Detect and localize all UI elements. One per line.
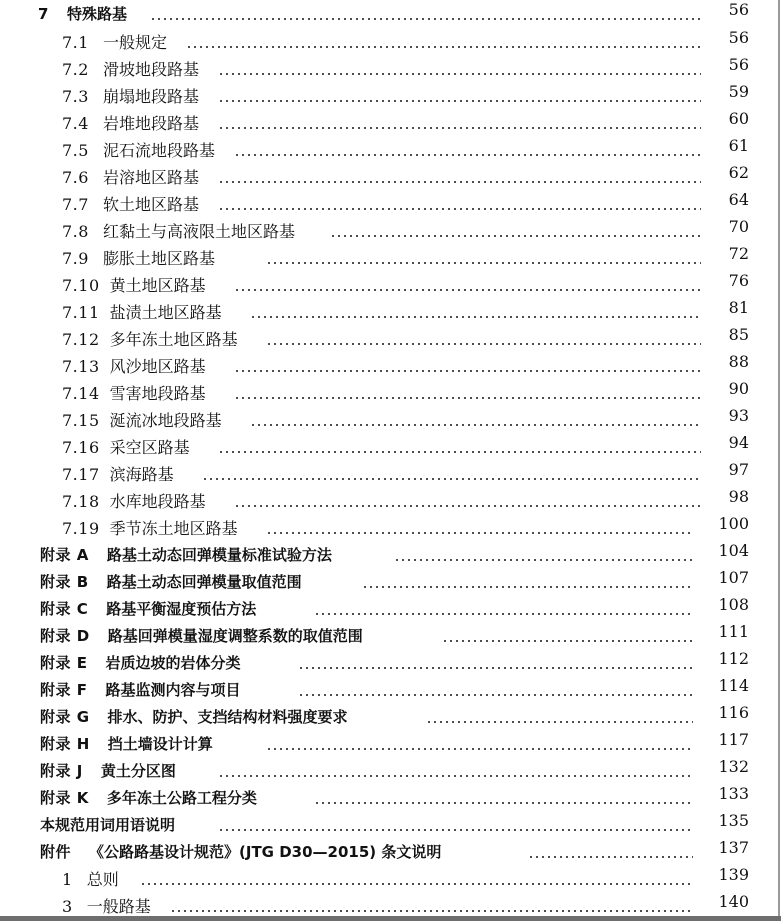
- toc-entry-page: 93: [724, 402, 749, 429]
- toc-entry-page: 70: [724, 213, 749, 240]
- toc-entry[interactable]: [0, 569, 781, 596]
- toc-entry-number: 7.7: [62, 195, 89, 214]
- toc-entry-number: 附录 E: [40, 654, 88, 672]
- toc-entry-page: 107: [713, 564, 749, 591]
- leader-dots: [218, 127, 701, 129]
- toc-entry-page: 104: [713, 537, 749, 564]
- toc-entry-number: 7.2: [62, 60, 89, 79]
- leader-dots: [218, 775, 693, 777]
- toc-entry-title: 红黏土与高液限土地区路基: [102, 222, 295, 241]
- toc-entry[interactable]: [0, 326, 781, 353]
- toc-entry-title: 路基土动态回弹模量标准试验方法: [106, 546, 332, 564]
- toc-entry-title: 风沙地区路基: [109, 357, 206, 376]
- toc-entry-page: 108: [713, 591, 749, 618]
- toc-entry-number: 7.5: [62, 141, 89, 160]
- toc-entry-number: 附录 D: [40, 627, 90, 645]
- leader-dots: [234, 397, 701, 399]
- toc-entry-title: 涎流冰地段路基: [109, 411, 222, 430]
- leader-dots: [218, 181, 701, 183]
- toc-entry-title: 季节冻土地区路基: [109, 519, 238, 538]
- toc-entry[interactable]: [0, 29, 781, 56]
- toc-entry[interactable]: [0, 407, 781, 434]
- toc-entry-title: 滨海路基: [109, 465, 174, 484]
- toc-entry[interactable]: [0, 542, 781, 569]
- page-edge-right: [778, 0, 780, 921]
- toc-entry-number: 7: [38, 5, 49, 23]
- toc-entry-title: 多年冻土公路工程分类: [106, 789, 257, 807]
- toc-entry-page: 112: [713, 645, 749, 672]
- toc-entry-title: 黄土地区路基: [109, 276, 206, 295]
- leader-dots: [218, 208, 701, 210]
- toc-entry-number: 附录 J: [40, 762, 83, 780]
- toc-entry-page: 116: [713, 699, 749, 726]
- toc-entry[interactable]: [0, 623, 781, 650]
- toc-entry[interactable]: [0, 137, 781, 164]
- toc-entry-page: 132: [713, 753, 749, 780]
- toc-entry-title: 本规范用词用语说明: [40, 816, 176, 834]
- toc-entry-title: 路基土动态回弹模量取值范围: [106, 573, 302, 591]
- toc-entry[interactable]: [0, 110, 781, 137]
- toc-entry-page: 139: [713, 861, 749, 888]
- leader-dots: [362, 586, 693, 588]
- leader-dots: [250, 316, 701, 318]
- toc-entry[interactable]: [0, 218, 781, 245]
- toc-entry-number: 7.4: [62, 114, 89, 133]
- toc-entry[interactable]: [0, 434, 781, 461]
- leader-dots: [298, 694, 693, 696]
- toc-entry-number: 附录 K: [40, 789, 89, 807]
- leader-dots: [186, 46, 701, 48]
- toc-entry-number: 7.17: [62, 465, 100, 484]
- leader-dots: [140, 883, 693, 885]
- toc-entry[interactable]: [0, 866, 781, 893]
- toc-entry[interactable]: [0, 839, 781, 866]
- toc-entry[interactable]: [0, 596, 781, 623]
- toc-entry-page: 94: [724, 429, 749, 456]
- toc-entry-page: 76: [724, 267, 749, 294]
- toc-entry-page: 72: [724, 240, 749, 267]
- page-edge-bottom: [0, 916, 781, 921]
- toc-entry-number: 附录 F: [40, 681, 88, 699]
- leader-dots: [330, 235, 701, 237]
- toc-entry-number: 附录 B: [40, 573, 89, 591]
- leader-dots: [218, 451, 701, 453]
- toc-entry-number: 7.9: [62, 249, 89, 268]
- toc-entry-page: 140: [713, 888, 749, 915]
- toc-entry-number: 7.10: [62, 276, 100, 295]
- toc-entry-title: 岩质边坡的岩体分类: [105, 654, 241, 672]
- toc-entry[interactable]: [0, 812, 781, 839]
- leader-dots: [234, 289, 701, 291]
- toc-entry[interactable]: [0, 56, 781, 83]
- toc-entry-title: 泥石流地段路基: [102, 141, 215, 160]
- toc-entry-page: 135: [713, 807, 749, 834]
- toc-entry[interactable]: [0, 731, 781, 758]
- toc-entry-number: 1: [62, 870, 73, 889]
- toc-entry[interactable]: [0, 704, 781, 731]
- toc-entry-page: 56: [724, 24, 749, 51]
- toc-entry[interactable]: [0, 515, 781, 542]
- toc-entry-title: 路基回弹模量湿度调整系数的取值范围: [107, 627, 363, 645]
- leader-dots: [234, 370, 701, 372]
- toc-entry-page: 111: [713, 618, 749, 645]
- toc-entry[interactable]: [0, 785, 781, 812]
- toc-entry[interactable]: [0, 380, 781, 407]
- toc-entry-title: 黄土分区图: [100, 762, 176, 780]
- leader-dots: [266, 748, 693, 750]
- toc-entry-page: 98: [724, 483, 749, 510]
- leader-dots: [202, 478, 701, 480]
- leader-dots: [170, 910, 693, 912]
- leader-dots: [234, 505, 701, 507]
- toc-entry-page: 81: [724, 294, 749, 321]
- toc-entry-page: 97: [724, 456, 749, 483]
- leader-dots: [298, 667, 693, 669]
- leader-dots: [218, 73, 701, 75]
- toc-entry-number: 3: [62, 897, 73, 916]
- toc-entry-number: 7.13: [62, 357, 100, 376]
- toc-entry-page: 137: [713, 834, 749, 861]
- leader-dots: [218, 100, 701, 102]
- toc-entry-number: 7.11: [62, 303, 100, 322]
- toc-entry-number: 附件: [40, 843, 72, 861]
- toc-entry-title: 膨胀土地区路基: [102, 249, 215, 268]
- toc-entry-page: 114: [713, 672, 749, 699]
- toc-entry-number: 7.14: [62, 384, 100, 403]
- toc-entry-number: 7.6: [62, 168, 89, 187]
- toc-entry-title: 盐渍土地区路基: [109, 303, 222, 322]
- toc-entry[interactable]: [0, 758, 781, 785]
- toc-entry-title: 特殊路基: [66, 5, 127, 23]
- toc-entry-number: 7.16: [62, 438, 100, 457]
- toc-entry-number: 7.1: [62, 33, 89, 52]
- toc-entry[interactable]: [0, 245, 781, 272]
- toc-entry-title: 一般规定: [102, 33, 167, 52]
- toc-entry-page: 59: [724, 78, 749, 105]
- toc-entry-page: 60: [724, 105, 749, 132]
- toc-entry[interactable]: [0, 488, 781, 515]
- toc-entry-title: 挡土墙设计计算: [107, 735, 213, 753]
- toc-entry[interactable]: [0, 164, 781, 191]
- leader-dots: [234, 154, 701, 156]
- toc-entry-page: 56: [724, 51, 749, 78]
- toc-entry[interactable]: [0, 272, 781, 299]
- toc-entry-number: 7.12: [62, 330, 100, 349]
- toc-entry-title: 路基平衡湿度预估方法: [106, 600, 257, 618]
- leader-dots: [426, 721, 693, 723]
- toc-entry-title: 排水、防护、支挡结构材料强度要求: [107, 708, 348, 726]
- toc-entry-number: 附录 A: [40, 546, 89, 564]
- leader-dots: [314, 802, 693, 804]
- toc-entry-page: 56: [724, 0, 749, 23]
- toc-entry-page: 90: [724, 375, 749, 402]
- leader-dots: [314, 613, 693, 615]
- toc-entry-page: 100: [713, 510, 749, 537]
- toc-entry[interactable]: [0, 83, 781, 110]
- toc-entry[interactable]: [0, 191, 781, 218]
- toc-entry-title: 采空区路基: [109, 438, 190, 457]
- toc-entry-number: 7.15: [62, 411, 100, 430]
- toc-entry[interactable]: [0, 650, 781, 677]
- toc-entry-page: 62: [724, 159, 749, 186]
- toc-entry-title: 总则: [86, 870, 119, 889]
- toc-entry-page: 61: [724, 132, 749, 159]
- toc-entry-page: 85: [724, 321, 749, 348]
- toc-entry-title: 岩堆地段路基: [102, 114, 199, 133]
- toc-entry-number: 7.8: [62, 222, 89, 241]
- leader-dots: [266, 343, 701, 345]
- toc-entry-title: 滑坡地段路基: [102, 60, 199, 79]
- leader-dots: [442, 640, 693, 642]
- toc-entry-page: 64: [724, 186, 749, 213]
- toc-entry[interactable]: [0, 299, 781, 326]
- toc-entry[interactable]: [0, 1, 781, 28]
- toc-entry-title: 水库地段路基: [109, 492, 206, 511]
- leader-dots: [218, 829, 693, 831]
- toc-entry-page: 133: [713, 780, 749, 807]
- toc-entry-title: 岩溶地区路基: [102, 168, 199, 187]
- toc-entry-title: 《公路路基设计规范》(JTG D30—2015) 条文说明: [89, 843, 442, 861]
- toc-entry-page: 88: [724, 348, 749, 375]
- toc-entry-title: 路基监测内容与项目: [105, 681, 241, 699]
- leader-dots: [266, 262, 701, 264]
- toc-entry-title: 崩塌地段路基: [102, 87, 199, 106]
- leader-dots: [394, 559, 693, 561]
- toc-entry[interactable]: [0, 353, 781, 380]
- toc-entry-number: 7.18: [62, 492, 100, 511]
- toc-entry-title: 雪害地段路基: [109, 384, 206, 403]
- toc-entry-page: 117: [713, 726, 749, 753]
- toc-entry-number: 附录 C: [40, 600, 89, 618]
- toc-entry-number: 附录 H: [40, 735, 90, 753]
- leader-dots: [250, 424, 701, 426]
- toc-entry-number: 7.19: [62, 519, 100, 538]
- toc-entry-title: 一般路基: [86, 897, 151, 916]
- toc-entry-number: 7.3: [62, 87, 89, 106]
- leader-dots: [528, 856, 693, 858]
- leader-dots: [266, 532, 693, 534]
- leader-dots: [150, 18, 701, 20]
- toc-entry[interactable]: [0, 677, 781, 704]
- toc-entry[interactable]: [0, 461, 781, 488]
- toc-entry-title: 多年冻土地区路基: [109, 330, 238, 349]
- toc-entry-number: 附录 G: [40, 708, 90, 726]
- toc-entry-title: 软土地区路基: [102, 195, 199, 214]
